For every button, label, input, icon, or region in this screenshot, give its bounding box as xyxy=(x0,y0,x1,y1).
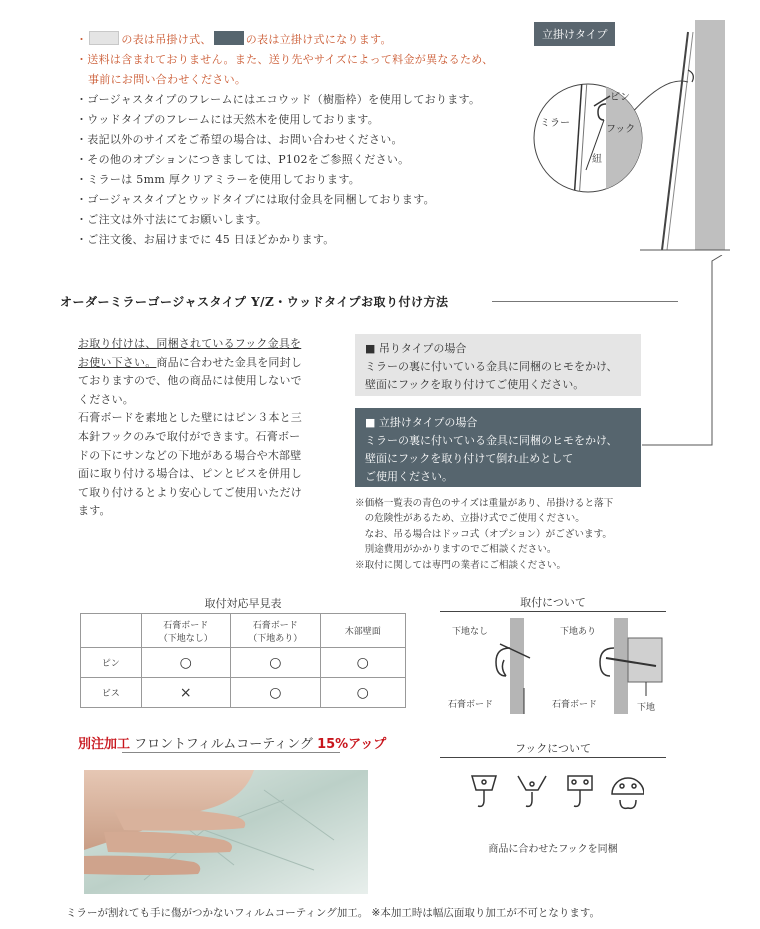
hanging-type-box xyxy=(355,334,641,396)
body-line: ドの下にサンなどの下地がある場合や木部壁 xyxy=(78,448,302,462)
note-standing-text: の表は立掛け式になります。 xyxy=(245,33,392,46)
hook-icon xyxy=(612,778,644,808)
note-bullet: ・ xyxy=(76,33,88,46)
caution-line: ※取付に関しては専門の業者にご相談ください。 xyxy=(355,559,567,571)
table-header-cell: 石膏ボード （下地なし） xyxy=(141,614,231,648)
leaning-mirror-edge xyxy=(667,32,693,250)
table-cell: ○ xyxy=(231,648,321,678)
hooks-caption: 商品に合わせたフックを同梱 xyxy=(488,844,618,855)
option-tag: 別注加工 xyxy=(78,737,131,752)
notes-block xyxy=(76,30,546,250)
swatch-hanging xyxy=(89,31,119,45)
standing-box-title: ■ 立掛けタイプの場合 xyxy=(365,416,478,429)
label-string: 紐 xyxy=(592,154,602,165)
table-cell: ○ xyxy=(320,648,405,678)
hooks-title: フックについて xyxy=(514,742,591,755)
standing-type-badge: 立掛けタイプ xyxy=(534,22,615,46)
hook-left xyxy=(496,648,510,676)
table-header-cell xyxy=(81,614,142,648)
body-line: お取り付けは、同梱されているフック金具を xyxy=(78,337,302,350)
hanging-box-text: 壁面にフックを取り付けてご使用ください。 xyxy=(365,378,585,391)
table-cell: × xyxy=(141,678,231,708)
section-title-rule xyxy=(492,301,678,302)
body-line: て取り付けるとより安心してご使用いただけ xyxy=(78,485,302,499)
note-table-type xyxy=(76,30,546,50)
note-item: ・表記以外のサイズをご希望の場合は、お問い合わせください。 xyxy=(76,133,403,146)
photo-illustration xyxy=(84,770,368,894)
section-title: オーダーミラーゴージャスタイプ Y/Z・ウッドタイプお取り付け方法 xyxy=(60,295,449,309)
swatch-standing xyxy=(214,31,244,45)
connector-line xyxy=(640,255,730,450)
option-heading xyxy=(78,733,386,752)
note-shipping-cont: 事前にお問い合わせください。 xyxy=(88,73,247,86)
note-shipping: ・送料は含まれておりません。また、送り先やサイズによって料金が異なるため、 xyxy=(76,53,494,66)
film-coating-photo xyxy=(84,770,368,894)
note-item: ・ミラーは 5mm 厚クリアミラーを使用しております。 xyxy=(76,173,361,186)
body-line: 面に取り付ける場合は、ピンとビスを併用し xyxy=(78,467,302,481)
small-hook-shape xyxy=(688,70,693,82)
note-item: ・ゴージャスタイプのフレームにはエコウッド（樹脂枠）を使用しております。 xyxy=(76,93,481,106)
label-board-right: 石膏ボード xyxy=(552,700,598,710)
note-hanging-text: の表は吊掛け式、 xyxy=(121,33,212,46)
table-title: 取付対応早見表 xyxy=(204,597,282,610)
note-item: ・その他のオプションにつきましては、P102をご参照ください。 xyxy=(76,153,410,166)
fitting-title: 取付について xyxy=(520,596,586,609)
label-board-left: 石膏ボード xyxy=(448,700,494,710)
leaning-mirror-line xyxy=(662,32,688,250)
note-item: ・ご注文後、お届けまでに 45 日ほどかかります。 xyxy=(76,233,335,246)
table-row-label: ピン xyxy=(81,648,142,678)
board-left xyxy=(510,618,524,714)
body-line: 石膏ボードを素地とした壁にはピン３本と三 xyxy=(78,411,302,425)
option-rule xyxy=(122,752,340,753)
body-line: ておりますので、他の商品には使用しないで xyxy=(78,374,302,388)
compatibility-table xyxy=(80,613,406,708)
table-header-cell: 木部壁面 xyxy=(320,614,405,648)
table-row xyxy=(81,648,406,678)
label-with-base: 下地あり xyxy=(560,627,597,637)
note-item: ・ご注文は外寸法にてお願いします。 xyxy=(76,213,268,226)
installation-text xyxy=(78,335,330,521)
standing-type-box xyxy=(355,408,641,487)
footer-note: ミラーが割れても手に傷がつかないフィルムコーティング加工。 ※本加工時は幅広面取り加工が不可となります。 xyxy=(66,907,600,919)
table-cell: ○ xyxy=(141,648,231,678)
hook-right xyxy=(600,648,614,676)
option-price: 15%アップ xyxy=(317,737,387,752)
body-line: ください。 xyxy=(78,392,134,406)
hook-icon xyxy=(472,776,496,806)
label-no-base: 下地なし xyxy=(452,627,489,637)
note-item: ・ゴージャスタイプとウッドタイプには取付金具を同梱しております。 xyxy=(76,193,435,206)
table-cell: ○ xyxy=(320,678,405,708)
body-line: 本針フックのみで取付ができます。石膏ボー xyxy=(78,429,301,443)
caution-line: の危険性があるため、立掛け式でご使用ください。 xyxy=(355,513,585,525)
caution-line: ※価格一覧表の青色のサイズは重量があり、吊掛けると落下 xyxy=(355,498,614,509)
standing-mirror-diagram xyxy=(530,20,750,265)
table-cell: ○ xyxy=(231,678,321,708)
standing-box-text: ミラーの裏に付いている金具に同梱のヒモをかけ、 xyxy=(365,434,618,447)
hanging-box-text: ミラーの裏に付いている金具に同梱のヒモをかけ、 xyxy=(365,360,618,373)
label-base: 下地 xyxy=(637,703,656,713)
table-header-row xyxy=(81,614,406,648)
table-header-cell: 石膏ボード （下地あり） xyxy=(231,614,321,648)
body-line: 商品に合わせた金具を同封し xyxy=(156,355,303,369)
hook-icon xyxy=(568,776,592,806)
fitting-rule xyxy=(440,611,666,612)
board-right xyxy=(614,618,628,714)
caution-line: 別途費用がかかりますのでご相談ください。 xyxy=(355,544,557,556)
label-hook: フック xyxy=(606,124,636,135)
note-item: ・ウッドタイプのフレームには天然木を使用しております。 xyxy=(76,113,380,126)
caution-notes xyxy=(355,496,655,573)
table-row xyxy=(81,678,406,708)
hanging-box-title: ■ 吊りタイプの場合 xyxy=(365,342,467,355)
label-pin: ピン xyxy=(610,92,630,103)
label-mirror: ミラー xyxy=(540,118,570,129)
body-line: ます。 xyxy=(78,504,111,518)
standing-box-text: 壁面にフックを取り付けて倒れ止めとして xyxy=(365,452,574,465)
hook-icons xyxy=(464,770,644,820)
caution-line: なお、吊る場合はドッコ式（オプション）がございます。 xyxy=(355,528,613,540)
wall-shape xyxy=(695,20,725,250)
body-line-underlined: お使い下さい。 xyxy=(78,355,157,369)
base-block xyxy=(628,638,662,682)
hooks-rule xyxy=(440,757,666,758)
hook-icon xyxy=(518,776,546,806)
option-name: フロントフィルムコーティング xyxy=(134,737,313,752)
table-row-label: ビス xyxy=(81,678,142,708)
standing-box-text: ご使用ください。 xyxy=(365,470,453,483)
